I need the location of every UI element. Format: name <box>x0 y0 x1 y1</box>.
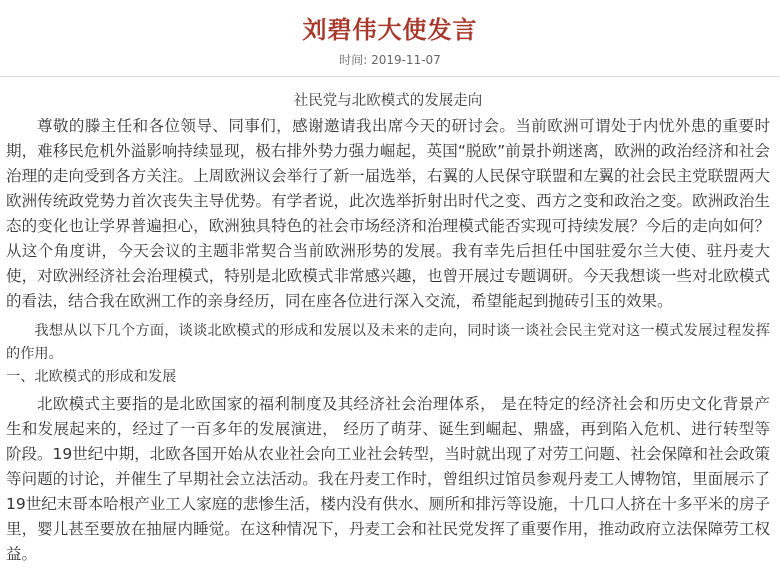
time-value: 2019-11-07 <box>371 53 441 67</box>
publish-time <box>0 52 780 68</box>
page-title: 刘碧伟大使发言 <box>302 16 478 44</box>
article-paragraph: 我想从以下几个方面，谈谈北欧模式的形成和发展以及未来的走向，同时谈一谈社会民主党对这一模式发展过程发挥的作用。 <box>6 323 770 362</box>
article-heading: 社民党与北欧模式的发展走向 <box>293 93 483 109</box>
article-body <box>6 90 770 567</box>
article-paragraph: 北欧模式主要指的是北欧国家的福利制度及其经济社会治理体系， 是在特定的经济社会和历史文化背景产生和发展起来的，经过了一百多年的发展演进， 经历了萌芽、诞生到崛起、鼎盛，再到陷入危机、进行转型等阶段。19世纪中期，北欧各国开始从农业社会向工业社会转型，当时就出现了对劳工问题、社会保障和社会政策等问题的讨论，并催生了早期社会立法活动。我在丹麦工作时，曾组织过馆员参观丹麦工人博物馆，里面展示了19世纪末哥本哈根产业工人家庭的悲惨生活，楼内没有供水、厕所和排污等设施，十几口人挤在十多平米的房子里，婴儿甚至要放在抽屉内睡觉。在这种情况下，丹麦工会和社民党发挥了重要作用，推动政府立法保障劳工权益。 <box>6 395 770 563</box>
header-divider <box>0 76 780 77</box>
time-label: 时间: <box>339 53 368 67</box>
article-paragraph: 尊敬的滕主任和各位领导、同事们，感谢邀请我出席今天的研讨会。当前欧洲可谓处于内忧外患的重要时期，难移民危机外溢影响持续显现，极右排外势力强力崛起，英国“脱欧”前景扑朔迷离，欧洲的政治经济和社会治理的走向受到各方关注。上周欧洲议会举行了新一届选举，右翼的人民保守联盟和左翼的社会民主党联盟两大欧洲传统政党势力首次丧失主导优势。有学者说，此次选举折射出时代之变、西方之变和政治之变。欧洲政治生态的变化也让学界普遍担心，欧洲独具特色的社会市场经济和治理模式能否实现可持续发展？今后的走向如何？从这个角度讲，今天会议的主题非常契合当前欧洲形势的发展。我有幸先后担任中国驻爱尔兰大使、驻丹麦大使，对欧洲经济社会治理模式，特别是北欧模式非常感兴趣，也曾开展过专题调研。今天我想谈一些对北欧模式的看法，结合我在欧洲工作的亲身经历，同在座各位进行深入交流，希望能起到抛砖引玉的效果。 <box>6 117 770 310</box>
section-heading: 一、北欧模式的形成和发展 <box>6 369 177 385</box>
